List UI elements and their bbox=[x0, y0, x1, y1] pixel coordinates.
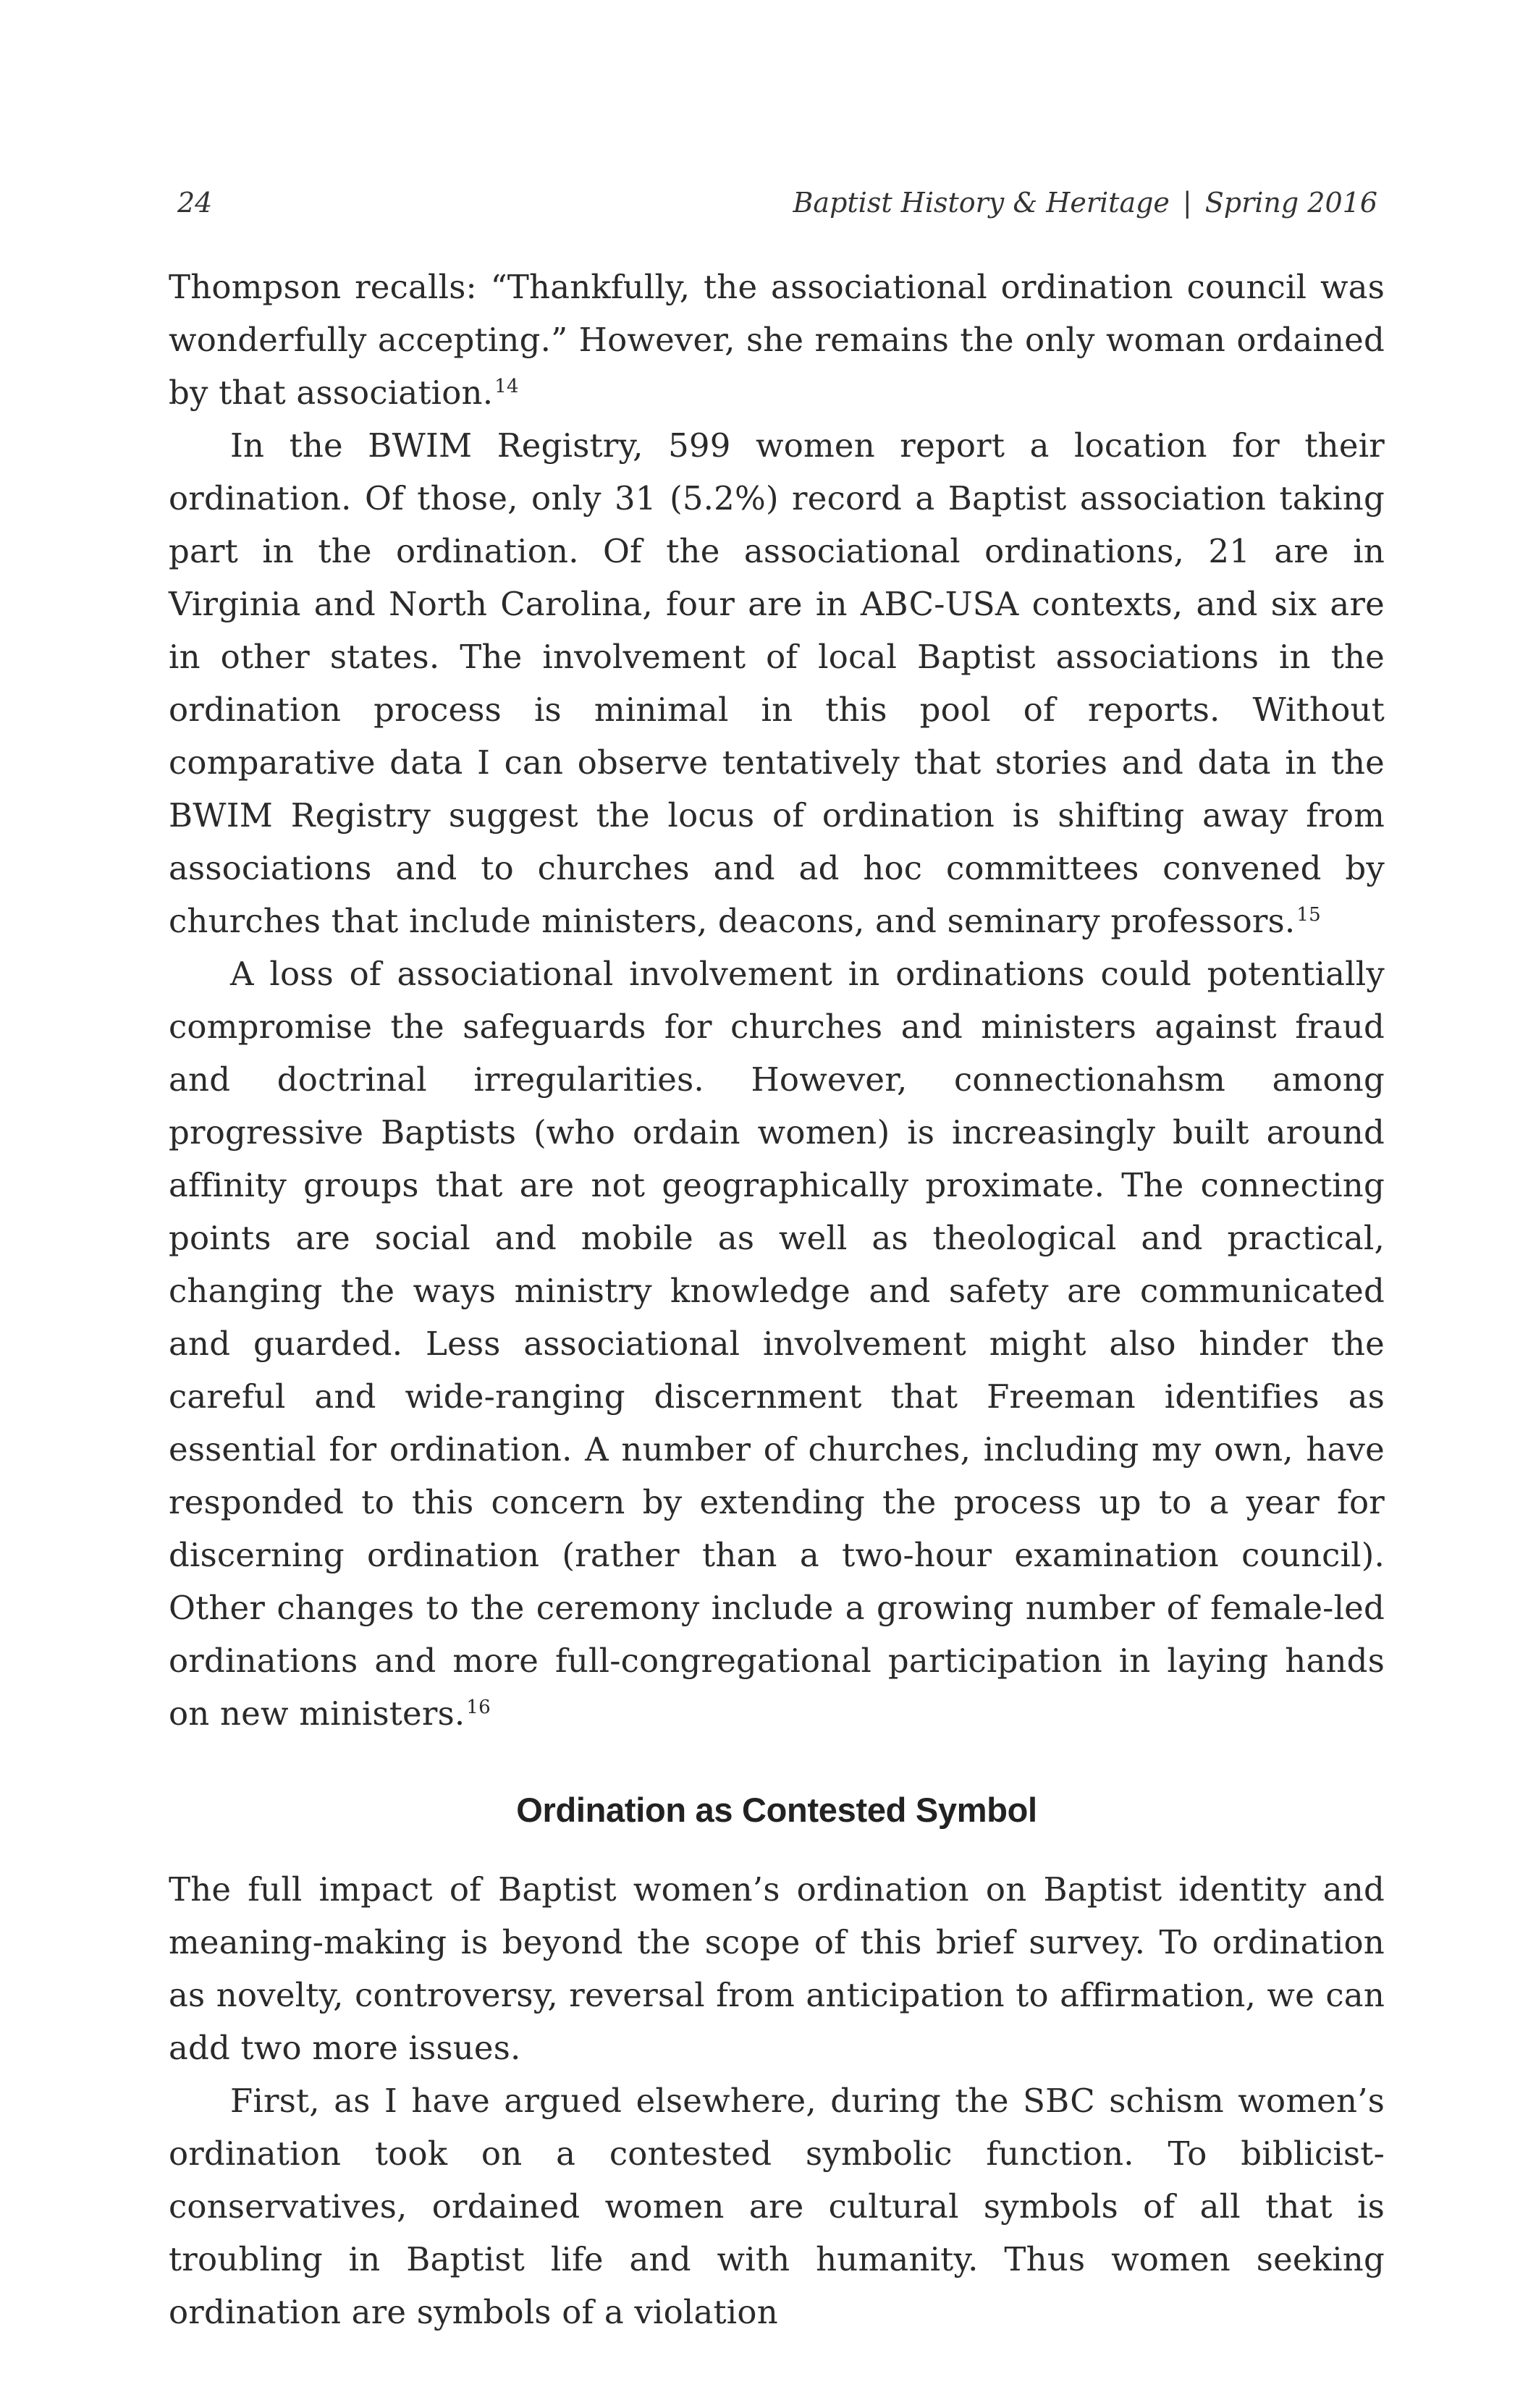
paragraph-text: A loss of associational involvement in ordinations could potentially compromise the safeguards for churches and ministers against fraud and doctrinal irregularities. However, connectionahsm among progressive Baptists (who ordain women) is increasingly built around affinity groups that are not geographically proximate. The connecting points are social and mobile as well as theological and practical, changing the ways ministry knowledge and safety are communicated and guarded. Less associational involvement might also hinder the careful and wide-ranging discernment that Freeman identifies as essential for ordination. A number of churches, including my own, have responded to this concern by extending the process up to a year for discerning ordination (rather than a two-hour examination council). Other changes to the ceremony include a growing number of female-led ordinations and more full-congregational participation in laying hands on new ministers. bbox=[169, 955, 1385, 1733]
running-head-separator: | bbox=[1182, 187, 1192, 219]
journal-citation bbox=[793, 181, 1378, 224]
paragraph bbox=[169, 1863, 1385, 2074]
footnote-marker[interactable]: 15 bbox=[1296, 904, 1321, 926]
journal-issue: Spring 2016 bbox=[1204, 187, 1377, 219]
page-number: 24 bbox=[177, 187, 213, 219]
journal-title: Baptist History & Heritage bbox=[793, 187, 1170, 219]
section-heading: Ordination as Contested Symbol bbox=[516, 1791, 1037, 1829]
paragraph bbox=[169, 947, 1385, 1740]
paragraph bbox=[169, 261, 1385, 419]
paragraph-text: Thompson recalls: “Thankfully, the associational ordination council was wonderfully accepting.” However, she remains the only woman ordained by that association. bbox=[169, 268, 1385, 412]
paragraph-text: The full impact of Baptist women’s ordination on Baptist identity and meaning-making is beyond the scope of this brief survey. To ordination as novelty, controversy, reversal from anticipation to affirmation, we can add two more issues. bbox=[169, 1870, 1385, 2067]
footnote-marker[interactable]: 16 bbox=[466, 1697, 491, 1718]
paragraph-text: First, as I have argued elsewhere, during the SBC schism women’s ordination took on a contested symbolic function. To biblicist-conservatives, ordained women are cultural symbols of all that is troubling in Baptist life and with humanity. Thus women seeking ordination are symbols of a violation bbox=[169, 2082, 1385, 2331]
paragraph-text: In the BWIM Registry, 599 women report a location for their ordination. Of those, only 31 (5.2%) record a Baptist association taking part in the ordination. Of the associational ordinations, 21 are in Virginia and North Carolina, four are in ABC-USA contexts, and six are in other states. The involvement of local Baptist associations in the ordination process is minimal in this pool of reports. Without comparative data I can observe tentatively that stories and data in the BWIM Registry suggest the locus of ordination is shifting away from associations and to churches and ad hoc committees convened by churches that include ministers, deacons, and seminary professors. bbox=[169, 426, 1385, 940]
running-head bbox=[169, 181, 1385, 224]
footnote-marker[interactable]: 14 bbox=[494, 376, 519, 397]
paragraph bbox=[169, 419, 1385, 947]
article-body bbox=[169, 261, 1385, 2339]
paragraph bbox=[169, 2074, 1385, 2339]
document-page bbox=[169, 0, 1385, 2408]
